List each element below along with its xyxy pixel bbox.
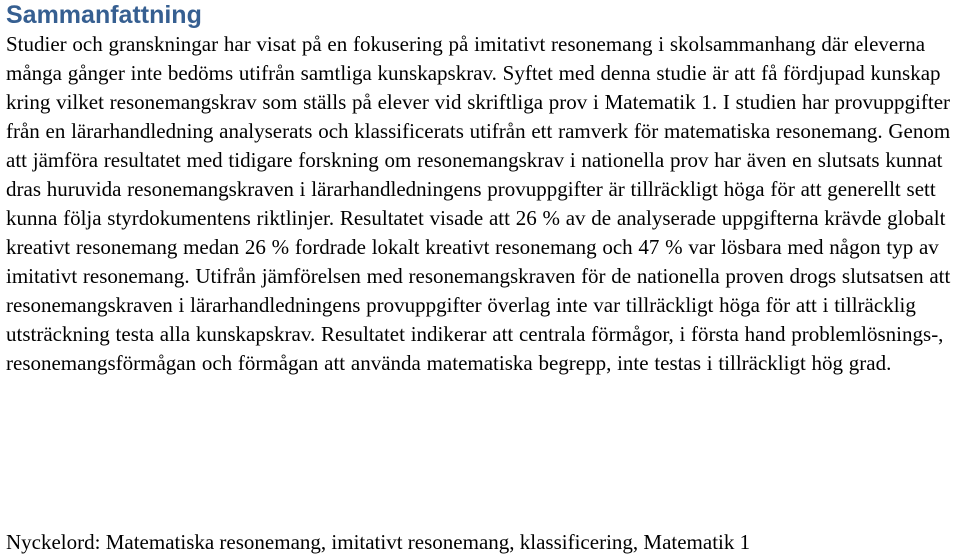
section-heading: Sammanfattning xyxy=(6,1,202,29)
keywords-line: Nyckelord: Matematiska resonemang, imitativt resonemang, klassificering, Matematik 1 xyxy=(6,530,751,554)
abstract-paragraph: Studier och granskningar har visat på en fokusering på imitativt resonemang i skolsammanhang där eleverna många gånger inte bedöms utifrån samtliga kunskapskrav. Syftet med denna studie är att få fördjupad kunskap kring vilket resonemangskrav som ställs på elever vid skriftliga prov i Matematik 1. I studien har provuppgifter från en lärarhandledning analyserats och klassificerats utifrån ett ramverk för matematiska resonemang. Genom att jämföra resultatet med tidigare forskning om resonemangskrav i nationella prov har även en slutsats kunnat dras huruvida resonemangskraven i lärarhandledningens provuppgifter är tillräckligt höga för att generellt sett kunna följa styrdokumentens riktlinjer. Resultatet visade att 26 % av de analyserade uppgifterna krävde globalt kreativt resonemang medan 26 % fordrade lokalt kreativt resonemang och 47 % var lösbara med någon typ av imitativt resonemang. Utifrån jämförelsen med resonemangskraven för de nationella proven drogs slutsatsen att resonemangskraven i lärarhandledningens provuppgifter överlag inte var tillräckligt höga för att i tillräcklig utsträckning testa alla kunskapskrav. Resultatet indikerar att centrala förmågor, i första hand problemlösnings-, resonemangsförmågan och förmågan att använda matematiska begrepp, inte testas i tillräckligt hög grad. xyxy=(6,32,951,375)
